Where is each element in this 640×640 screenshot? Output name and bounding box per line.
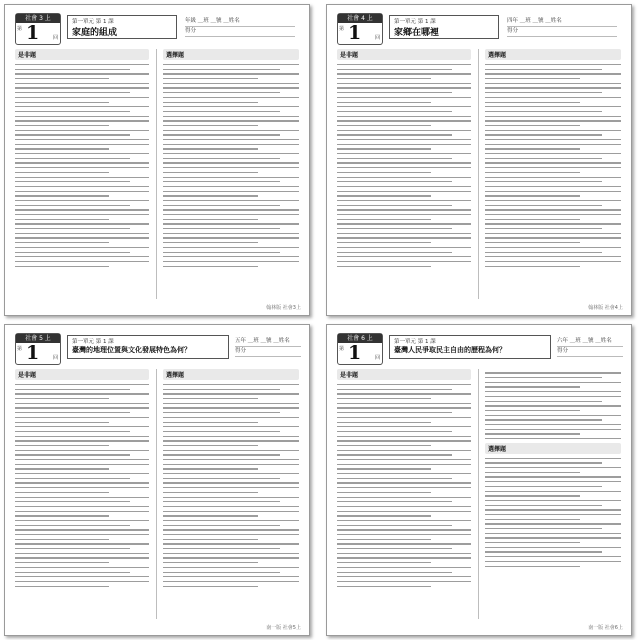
name-field: 五年 ＿班 ＿號 ＿姓名 (235, 337, 301, 347)
unit-line: 第一單元 第 1 課 (72, 339, 114, 345)
section-heading: 選擇題 (485, 49, 621, 60)
worksheet-page-2 (326, 4, 632, 316)
worksheet-page-4 (326, 324, 632, 636)
page-footer: 南一版 社會6上 (588, 625, 623, 631)
score-field: 得分 (235, 347, 301, 357)
worksheet-header (5, 325, 309, 364)
section-heading: 是非題 (337, 49, 471, 60)
left-column (15, 369, 149, 619)
score-field: 得分 (185, 27, 295, 37)
badge-side-label: 第 (339, 346, 345, 352)
right-column (485, 369, 621, 619)
unit-title: 家鄉在哪裡 (394, 28, 440, 38)
section-heading: 是非題 (15, 49, 149, 60)
badge-subject: 社會 6 上 (338, 334, 382, 343)
student-info (235, 337, 301, 357)
worksheet-page-3 (4, 324, 310, 636)
worksheet-header (327, 325, 631, 364)
badge-side-label-2: 回 (374, 35, 380, 41)
page-footer: 南一版 社會5上 (266, 625, 301, 631)
worksheet-header (5, 5, 309, 44)
badge-number: 1 (348, 22, 362, 44)
name-field: 四年 ＿班 ＿號 ＿姓名 (507, 17, 617, 27)
section-heading: 選擇題 (163, 49, 299, 60)
unit-title: 臺灣的地理位置與文化發展特色為何？ (72, 346, 191, 354)
worksheet-page-1 (4, 4, 310, 316)
badge-subject: 社會 5 上 (16, 334, 60, 343)
unit-title-box (389, 335, 551, 359)
left-column (15, 49, 149, 299)
page-footer: 翰林版 社會4上 (588, 305, 623, 311)
right-column (163, 369, 299, 619)
student-info (185, 17, 295, 37)
right-column (163, 49, 299, 299)
badge-number: 1 (348, 342, 362, 364)
badge-subject: 社會 3 上 (16, 14, 60, 23)
badge-number: 1 (26, 22, 40, 44)
unit-title-box (67, 15, 177, 39)
student-info (557, 337, 623, 357)
badge-subject: 社會 4 上 (338, 14, 382, 23)
badge-side-label: 第 (17, 346, 23, 352)
section-heading: 是非題 (15, 369, 149, 380)
student-info (507, 17, 617, 37)
left-column (337, 49, 471, 299)
score-field: 得分 (557, 347, 623, 357)
lesson-badge (337, 333, 383, 365)
lesson-badge (337, 13, 383, 45)
left-column (337, 369, 471, 619)
badge-side-label: 第 (17, 26, 23, 32)
unit-title: 家庭的組成 (72, 28, 118, 38)
unit-title: 臺灣人民爭取民主自由的歷程為何？ (394, 346, 506, 354)
unit-line: 第一單元 第 1 課 (72, 19, 114, 25)
name-field: 年級 ＿班 ＿號 ＿姓名 (185, 17, 295, 27)
score-field: 得分 (507, 27, 617, 37)
lesson-badge (15, 333, 61, 365)
lesson-badge (15, 13, 61, 45)
badge-side-label-2: 回 (52, 35, 58, 41)
section-heading: 選擇題 (485, 443, 621, 454)
badge-number: 1 (26, 342, 40, 364)
unit-line: 第一單元 第 1 課 (394, 339, 436, 345)
unit-title-box (389, 15, 499, 39)
badge-side-label-2: 回 (374, 355, 380, 361)
badge-side-label: 第 (339, 26, 345, 32)
unit-line: 第一單元 第 1 課 (394, 19, 436, 25)
badge-side-label-2: 回 (52, 355, 58, 361)
unit-title-box (67, 335, 229, 359)
section-heading: 是非題 (337, 369, 471, 380)
page-footer: 翰林版 社會3上 (266, 305, 301, 311)
name-field: 六年 ＿班 ＿號 ＿姓名 (557, 337, 623, 347)
right-column (485, 49, 621, 299)
section-heading: 選擇題 (163, 369, 299, 380)
worksheet-header (327, 5, 631, 44)
